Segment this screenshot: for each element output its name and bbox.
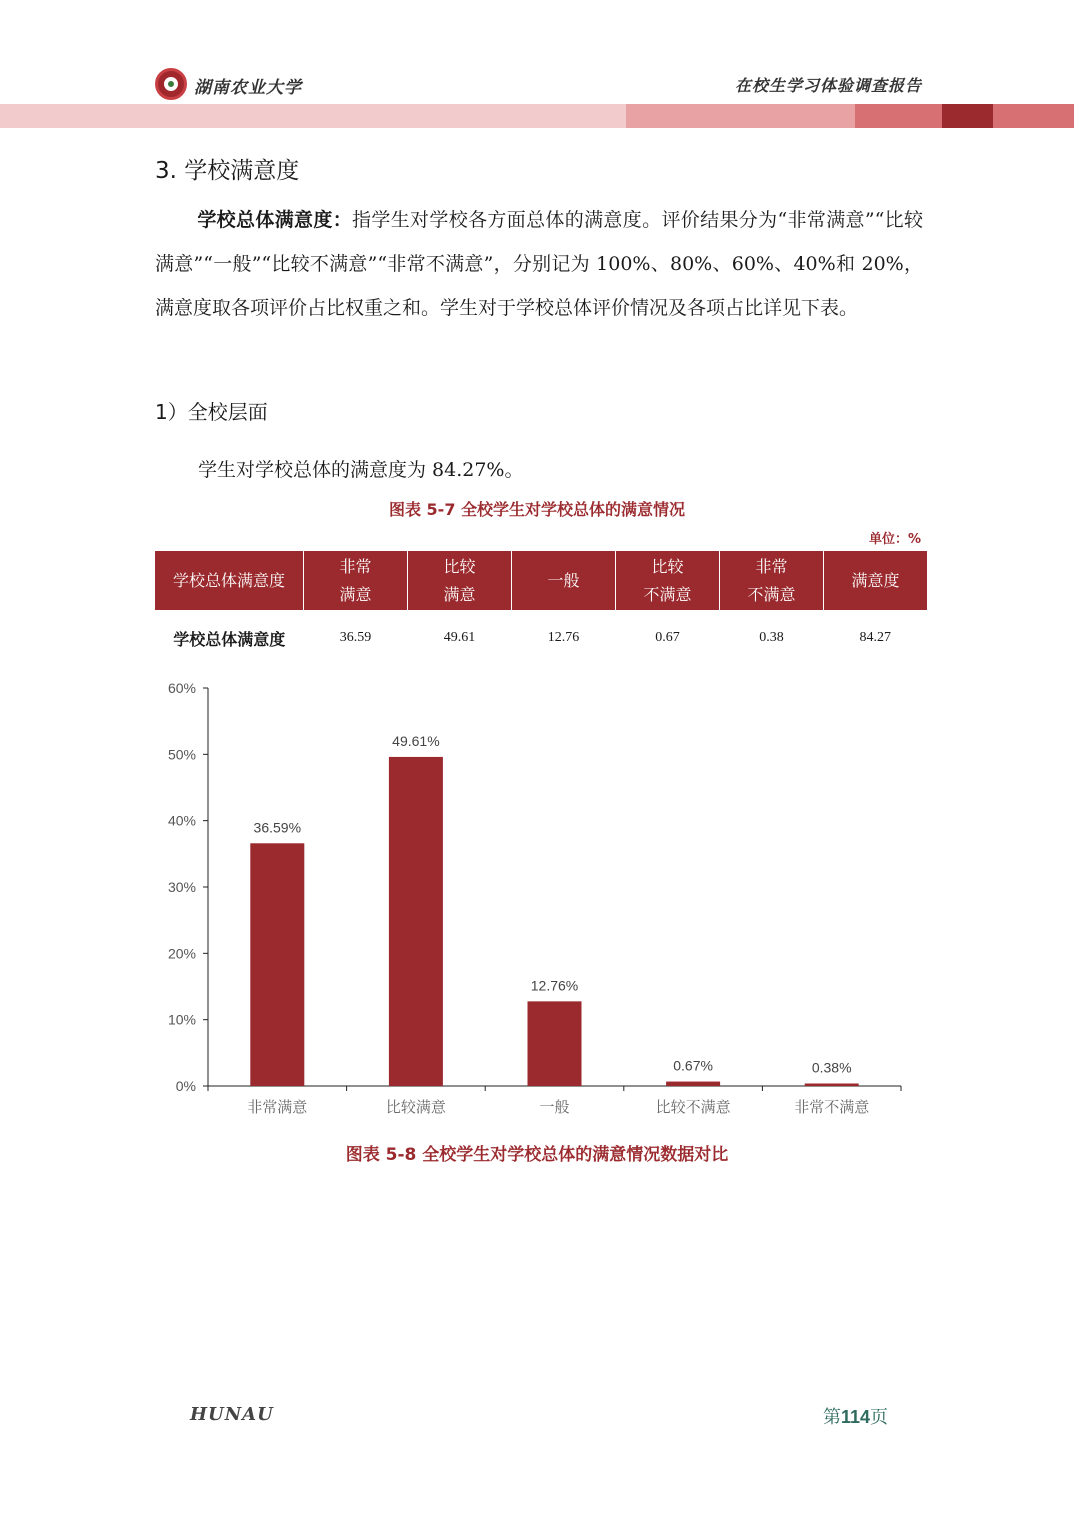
summary-line: 学生对学校总体的满意度为 84.27%。: [198, 459, 524, 481]
header-band-3: [855, 104, 942, 128]
table-cell: 12.76: [547, 630, 580, 645]
header-band-4: [942, 104, 993, 128]
y-tick-label: 10%: [167, 1011, 196, 1028]
table-row-label: 学校总体满意度: [173, 629, 286, 649]
table-header: 学校总体满意度: [155, 551, 304, 610]
table-header: 比较 不满意: [616, 551, 720, 610]
table-header: 比较 满意: [408, 551, 512, 610]
bar-data-label: 36.59%: [253, 819, 302, 836]
header-band-2: [626, 104, 855, 128]
table-header: 非常 满意: [304, 551, 408, 610]
page-number: 第114页: [822, 1407, 888, 1428]
table-caption: 图表 5-7 全校学生对学校总体的满意情况: [388, 500, 686, 519]
definition-text: 指学生对学校各方面总体的满意度。评价结果分为“非常满意”“比较满意”“一般”“比较不满意”“非常不满意”，分别记为 100%、80%、60%、40%和 20%，满意度取各项评价占比权重之和。学生对于学校总体评价情况及各项占比详见下表。: [155, 209, 923, 319]
y-tick-label: 20%: [167, 945, 196, 962]
university-name: 湖南农业大学: [194, 78, 302, 98]
table-header: 非常 不满意: [720, 551, 824, 610]
table-header: 满意度: [824, 551, 928, 610]
y-tick-label: 30%: [167, 879, 196, 895]
bar-data-label: 12.76%: [530, 977, 579, 994]
bar: [666, 1082, 720, 1086]
table-row: [155, 610, 927, 666]
table-header: 一般: [512, 551, 616, 610]
x-category-label: 比较不满意: [655, 1098, 731, 1116]
definition-term: 学校总体满意度：: [197, 209, 353, 231]
bar-data-label: 49.61%: [392, 732, 440, 749]
header-band-1: [0, 104, 626, 128]
table-cell: 0.67: [655, 630, 680, 645]
bar: [805, 1083, 859, 1086]
table-header-row: [155, 551, 927, 610]
satisfaction-bar-chart: [0, 670, 1074, 1130]
x-category-label: 一般: [539, 1098, 570, 1116]
y-tick-label: 60%: [167, 680, 196, 696]
x-category-label: 非常满意: [247, 1098, 308, 1116]
y-tick-label: 0%: [175, 1078, 196, 1094]
bar: [389, 757, 443, 1086]
x-category-label: 非常不满意: [794, 1098, 870, 1116]
unit-label: 单位：%: [868, 532, 921, 547]
section-heading: 3. 学校满意度: [155, 158, 300, 184]
table-cell: 0.38: [759, 630, 784, 645]
y-tick-label: 50%: [167, 746, 196, 763]
table-cell: 36.59: [339, 630, 372, 645]
header-band-5: [993, 104, 1074, 128]
footer-brand: HUNAU: [190, 1404, 274, 1425]
bar: [250, 843, 304, 1086]
bar-data-label: 0.38%: [811, 1059, 852, 1076]
table-cell: 84.27: [859, 630, 891, 645]
subheading: 1）全校层面: [155, 400, 268, 424]
y-tick-label: 40%: [167, 812, 196, 829]
bar: [528, 1001, 582, 1086]
bar-data-label: 0.67%: [673, 1057, 713, 1074]
definition-paragraph: [155, 198, 923, 330]
satisfaction-table: [155, 551, 927, 666]
x-category-label: 比较满意: [385, 1098, 446, 1116]
table-cell: 49.61: [443, 630, 476, 645]
university-logo: [155, 68, 187, 100]
report-title: 在校生学习体验调查报告: [734, 76, 922, 95]
chart-caption: 图表 5-8 全校学生对学校总体的满意情况数据对比: [345, 1145, 729, 1165]
